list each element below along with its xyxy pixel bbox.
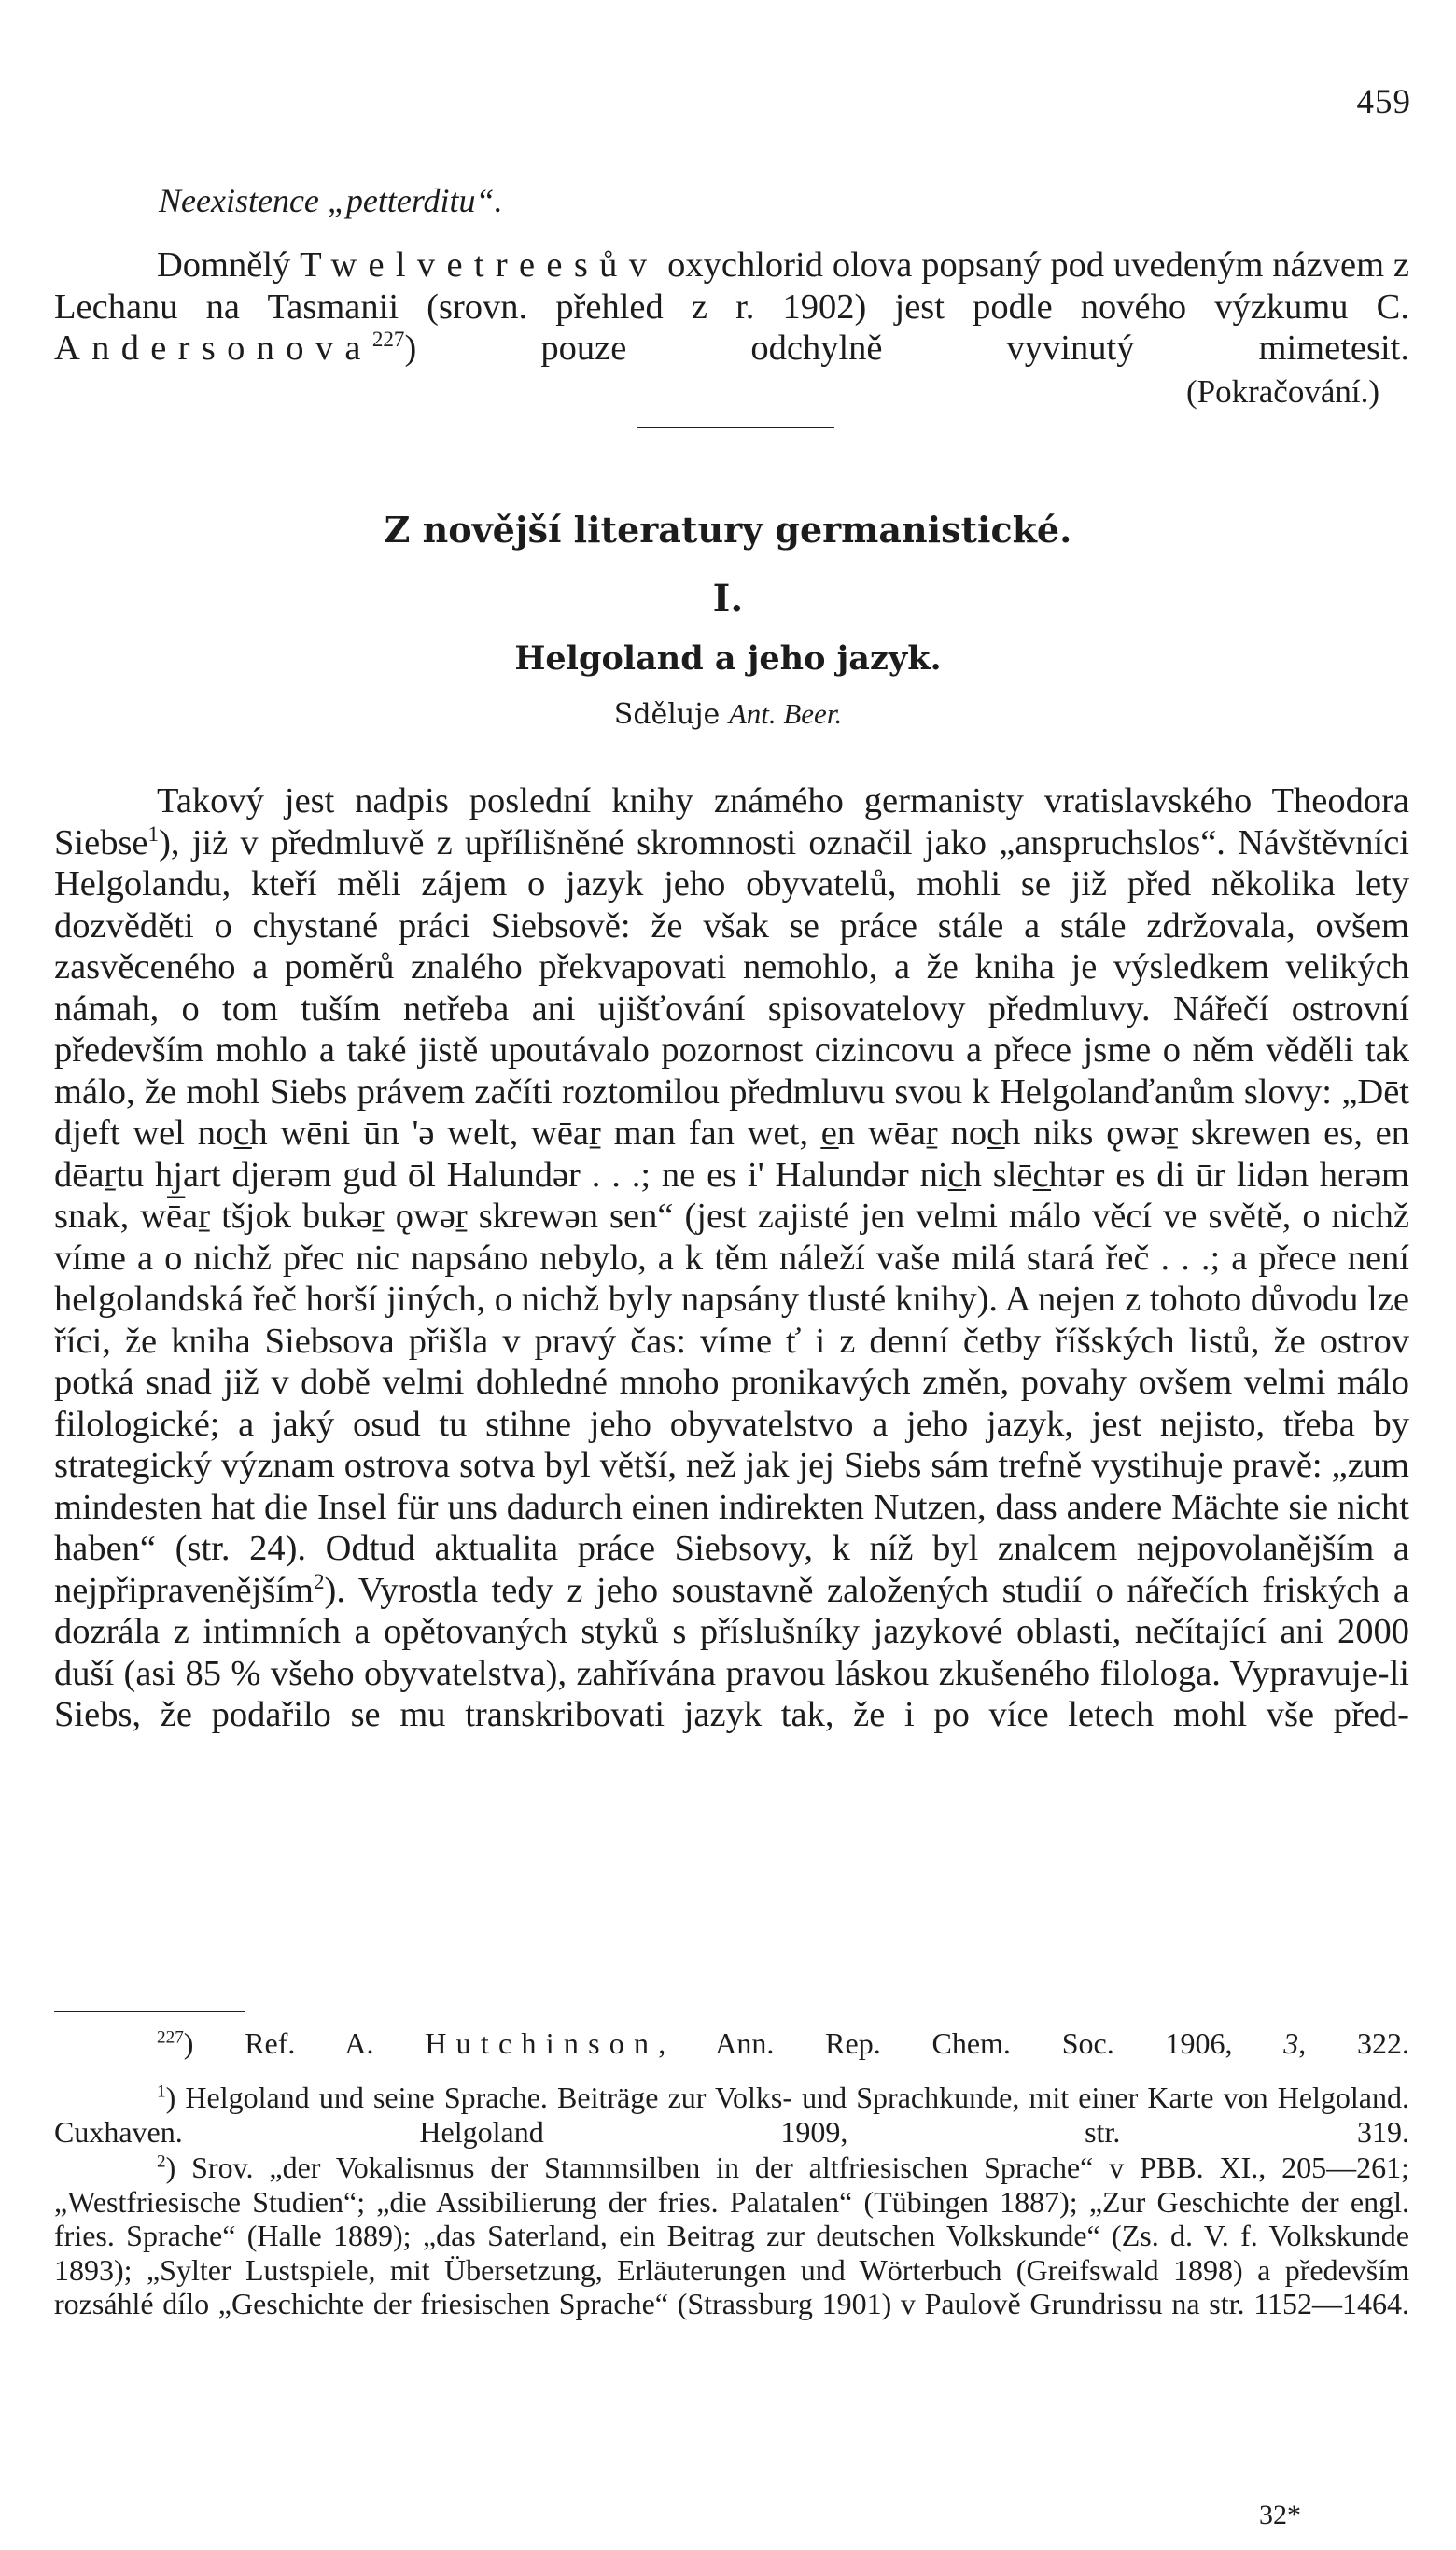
body-paragraph <box>54 780 1409 1736</box>
footnote-text <box>54 2081 1409 2149</box>
spaced-name: Twelvetreesův <box>300 245 659 285</box>
footnote-mark: 227 <box>157 2027 184 2048</box>
continued-note: (Pokračování.) <box>1185 373 1379 410</box>
article-title: Z novější literatury germanistické. <box>384 509 1072 551</box>
article-subtitle: Helgoland a jeho jazyk. <box>514 639 942 678</box>
footnote-227 <box>54 2026 1409 2061</box>
text-run: ) Helgoland und seine Sprache. Beiträge zur Volks- und Sprachkunde, mit einer Karte von Helgoland. Cuxhaven. Helgoland 1909, str. 319. <box>54 2081 1409 2149</box>
text-run: ), jiż v předmluvě z upřílišněné skromnosti označil jako „anspruchslos“. Návštěvníci Helgolandu, kteří měli zájem o jazyk jeho obyvatelů, mohli se již před několika lety dozvěděti o chystané práci Siebsově: že však se práce stále a stále zdržovala, ovšem zasvěceného a poměrů znalého překvapovati nemohlo, a že kniha je výsledkem velikých námah, o tom tuším netřeba ani ujišťování spisovatelovy předmluvy. Nářečí ostrovní především mohlo a také jistě upoutávalo pozornost cizincovu a přece jsme o něm věděli tak málo, že mohl Siebs právem začíti roztomilou předmluvu svou k Helgolanďanům slovy: „Dēt djeft wel noc̲h wēni ūn 'ə welt, wēaṟ man fan wet, e̲n wēaṟ noc̲h niks ǫwəṟ skrewen es, en dēaṟtu hj̲art djerəm gud ōl Halundər . . .; ne es i' Halundər nic̲h slēc̲htər es di ūr lidən herəm snak, wēaṟ tšjok bukəṟ ǫwəṟ skrewən sen“ (jest zajisté jen velmi málo věcí ve světě, o nichž víme a o nichž přec nic napsáno nebylo, a k těm náleží vaše milá stará řeč . . .; a přece není helgolandská řeč horší jiných, o nichž byly napsány tlusté knihy). A nejen z tohoto důvodu lze říci, že kniha Siebsova přišla v pravý čas: víme ť i z denní četby říšských listů, že ostrov potká snad již v době velmi dohledné mnoho pronikavých změn, povahy ovšem velmi málo filologické; a jaký osud tu stihne jeho obyvatelstvo a jeho jazyk, jest nejisto, třeba by strategický význam ostrova sotva byl větší, než jak jej Siebs sám trefně vystihuje pravě: „zum mindesten hat die Insel für uns dadurch einen indirekten Nutzen, dass andere Mächte sie nicht haben“ (str. 24). Odtud aktualita práce Siebsovy, k níž byl znalcem nejpovolanějším a nejpřipravenějším <box>54 822 1409 1610</box>
text-run: ) Ref. A. <box>183 2026 426 2060</box>
text-run: Takový jest nadpis poslední knihy známého germanisty vratislavského Theodora Siebse <box>54 781 1409 862</box>
footnote-ref-227: 227 <box>371 327 405 352</box>
article-byline <box>0 697 1456 731</box>
text-run: Domnělý <box>157 245 301 285</box>
footnote-text <box>54 2151 1409 2321</box>
byline-prefix: Sděluje <box>613 698 729 731</box>
paragraph-oxychlorid <box>54 245 1409 370</box>
text-run: , 322. <box>1298 2026 1410 2060</box>
footnote-text <box>54 2026 1409 2061</box>
author-name: Ant. Beer. <box>728 697 843 730</box>
volume-number: 3 <box>1283 2026 1299 2060</box>
footnote-2 <box>54 2151 1409 2321</box>
footnote-ref-2: 2 <box>313 1568 325 1593</box>
printer-signature: 32* <box>1259 2500 1301 2530</box>
spaced-author: Andersonova <box>54 329 372 368</box>
page-number: 459 <box>1356 83 1411 121</box>
footnote-mark: 1 <box>157 2081 166 2102</box>
article-body <box>54 780 1409 1736</box>
text-run: oxychlorid olova popsaný pod uvedeným názvem z Lechanu na Tasmanii (srovn. přehled z r. 1902) jest podle nového výzkumu C. <box>54 245 1409 327</box>
footnote-ref-1: 1 <box>147 820 160 846</box>
footnote-mark: 2 <box>157 2151 166 2172</box>
text-run: ) Srov. „der Vokalismus der Stammsilben in der altfriesischen Sprache“ v PBB. XI., 205—261; „Westfriesische Studien“; „die Assibilierung der fries. Palatalen“ (Tübingen 1887); „Zur Geschichte der engl. fries. Sprache“ (Halle 1889); „das Saterland, ein Beitrag zur deutschen Volkskunde“ (Zs. d. V. f. Volkskunde 1893); „Sylter Lustspiele, mit Übersetzung, Erläuterungen und Wörterbuch (Greifswald 1898) a především rozsáhlé dílo „Geschichte der friesischen Sprache“ (Strassburg 1901) v Paulově Grundrissu na str. 1152—1464. <box>54 2151 1409 2320</box>
section-title-petterdit: Neexistence „petterditu“. <box>159 182 503 219</box>
section-divider <box>637 427 834 428</box>
text-run: , Ann. Rep. Chem. Soc. 1906, <box>658 2026 1284 2060</box>
text-run: ) pouze odchylně vyvinutý mimetesit. <box>404 329 1409 368</box>
footnote-1 <box>54 2081 1409 2149</box>
footnote-divider <box>54 2011 245 2012</box>
paragraph-text <box>54 245 1409 370</box>
article-part-number: I. <box>712 577 744 621</box>
text-run: ). Vyrostla tedy z jeho soustavně založených studií o nářečích friských a dozrála z intimních a opětovaných styků s příslušníky jazykové oblasti, nečítající ani 2000 duší (asi 85 % všeho obyvatelstva), zahřívána pravou láskou zkušeného filologa. Vypravuje-li Siebs, že podařilo se mu transkribovati jazyk tak, že i po více letech mohl vše před- <box>54 1570 1409 1734</box>
spaced-name: Hutchinson <box>425 2026 659 2060</box>
